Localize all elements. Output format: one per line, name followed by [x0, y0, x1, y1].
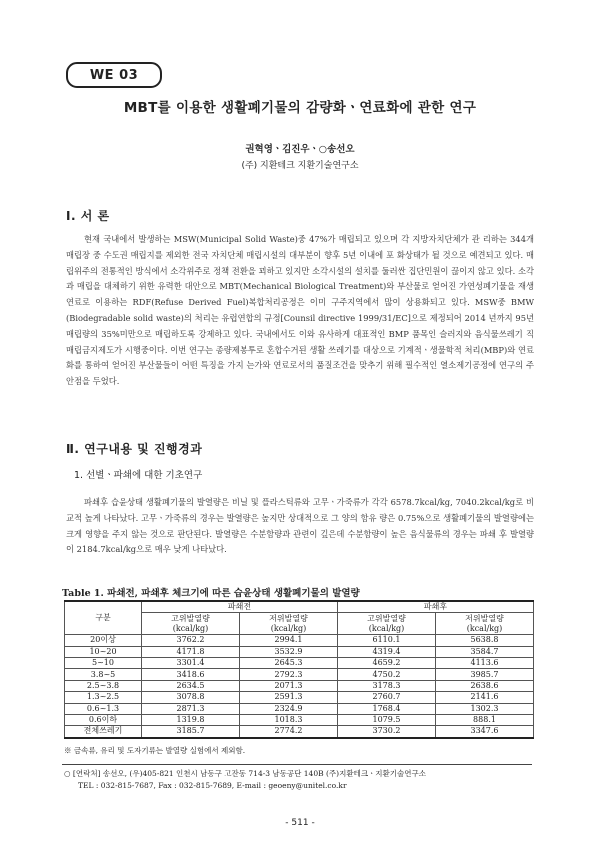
- table-cell: 3418.6: [142, 669, 240, 680]
- table-cell: 2774.2: [240, 726, 338, 738]
- table-cell: 5638.8: [436, 635, 534, 646]
- table-cell: 3730.2: [338, 726, 436, 738]
- unit-label: (kcal/kg): [240, 624, 338, 635]
- row-label: 10~20: [65, 646, 142, 657]
- table-row: [65, 714, 534, 725]
- unit-label: (kcal/kg): [338, 624, 436, 635]
- table-cell: 2141.6: [436, 692, 534, 703]
- table-cell: 4750.2: [338, 669, 436, 680]
- table-row: [65, 703, 534, 714]
- unit-label: (kcal/kg): [142, 624, 240, 635]
- section-heading-intro: Ⅰ. 서 론: [66, 209, 110, 223]
- row-label: 0.6이하: [65, 714, 142, 725]
- table-caption: Table 1. 파쇄전, 파쇄후 체크기에 따른 습윤상태 생활폐기물의 발열량: [62, 588, 360, 599]
- col-before-shredding: 파쇄전: [142, 601, 338, 613]
- table-cell: 4113.6: [436, 657, 534, 668]
- table-row: [65, 692, 534, 703]
- table-cell: 2324.9: [240, 703, 338, 714]
- heating-value-table: [64, 600, 534, 739]
- table-cell: 2792.3: [240, 669, 338, 680]
- section-heading-methods: Ⅱ. 연구내용 및 진행경과: [66, 442, 203, 456]
- table-cell: 3532.9: [240, 646, 338, 657]
- table-cell: 3985.7: [436, 669, 534, 680]
- table-cell: 3301.4: [142, 657, 240, 668]
- table-cell: 2638.6: [436, 680, 534, 691]
- table-cell: 1319.8: [142, 714, 240, 725]
- col-lower-before: 저위발열량: [240, 613, 338, 624]
- row-label: 0.6~1.3: [65, 703, 142, 714]
- table-cell: 3078.8: [142, 692, 240, 703]
- unit-label: (kcal/kg): [436, 624, 534, 635]
- contact-phone-email: TEL : 032-815-7687, Fax : 032-815-7689, E-mail : geoeny@unitel.co.kr: [78, 781, 347, 790]
- table-cell: 888.1: [436, 714, 534, 725]
- table-row: [65, 726, 534, 738]
- table-cell: 3584.7: [436, 646, 534, 657]
- table-cell: 4659.2: [338, 657, 436, 668]
- table-cell: 2634.5: [142, 680, 240, 691]
- table-cell: 2071.3: [240, 680, 338, 691]
- table-row: [65, 635, 534, 646]
- col-higher-after: 고위발열량: [338, 613, 436, 624]
- table-cell: 2994.1: [240, 635, 338, 646]
- contact-info: [64, 768, 426, 792]
- footnote-divider: [62, 764, 532, 765]
- row-label: 전체쓰레기: [65, 726, 142, 738]
- table-cell: 3185.7: [142, 726, 240, 738]
- row-label: 5~10: [65, 657, 142, 668]
- table-cell: 3762.2: [142, 635, 240, 646]
- affiliation: (주) 지환테크 지환기술연구소: [241, 161, 359, 171]
- table-cell: 2591.3: [240, 692, 338, 703]
- table-cell: 1079.5: [338, 714, 436, 725]
- table-row: [65, 680, 534, 691]
- table-cell: 1768.4: [338, 703, 436, 714]
- authors: 권혁영ㆍ김진우ㆍ○송선오: [245, 144, 355, 155]
- subsection-heading: 1. 선별ㆍ파쇄에 대한 기초연구: [74, 470, 203, 481]
- table-cell: 1302.3: [436, 703, 534, 714]
- results-paragraph: 파쇄후 습윤상태 생활폐기물의 발열량은 비닐 및 플라스틱류와 고무ㆍ가죽류가 각각 6578.7kcal/kg, 7040.2kcal/kg로 비교적 높게 나타났다. 고무ㆍ가죽류의 경우는 발열량은 높지만 상대적으로 그 양의 함유 량은 0.75%으로 생활폐기물의 발열량에는 크게 영향을 주지 않는 것으로 판단된다. 발열량은 수분함량과 관련이 깊은데 수분함량이 높은 음식물류의 경우는 파쇄 후 발열량이 2184.7kcal/kg으로 매우 낮게 나타났다.: [66, 497, 534, 555]
- row-label: 1.3~2.5: [65, 692, 142, 703]
- table-cell: 3347.6: [436, 726, 534, 738]
- table-row: [65, 669, 534, 680]
- table-cell: 1018.3: [240, 714, 338, 725]
- table-note: ※ 금속류, 유리 및 도자기류는 발열량 실험에서 제외함.: [64, 746, 246, 755]
- paper-title: MBT를 이용한 생활폐기물의 감량화ㆍ연료화에 관한 연구: [123, 100, 477, 116]
- table-row: [65, 646, 534, 657]
- table-cell: 4319.4: [338, 646, 436, 657]
- col-higher-before: 고위발열량: [142, 613, 240, 624]
- page-number: - 511 -: [285, 818, 315, 828]
- row-label: 2.5~3.8: [65, 680, 142, 691]
- row-label: 20이상: [65, 635, 142, 646]
- col-category: 구분: [65, 601, 142, 635]
- col-lower-after: 저위발열량: [436, 613, 534, 624]
- intro-paragraph: 현재 국내에서 발생하는 MSW(Municipal Solid Waste)중 47%가 매립되고 있으며 각 지방자치단체가 관 리하는 344개 매립장 중 수도권 매립지를 제외한 전국 자치단체 매립시설의 대부분이 향후 5년 이내에 포 화상태가 될 것으로 예견되고 있다. 매립위주의 전통적인 방식에서 소각위주로 정책 전환을 꾀하고 있지만 소각시설의 설치를 둘러싼 집단민원이 끊이지 않고 있다. 소각과 매립을 대체하기 위한 유력한 대안으로 MBT(Mechanical Biological Treatment)와 부산물로 얻어진 가연성폐기물을 재생연료로 이용하는 RDF(Refuse Derived Fuel)복합처리공정은 이미 구주지역에서 많이 상용화되고 있다. MSW중 BMW (Biodegradable solid waste)의 처리는 유럽연합의 규정[Counsil directive 1999/31/EC]으로 제정되어 2014 년까지 95년 매립량의 35%미만으로 매립하도록 강제하고 있다. 국내에서도 이와 유사하게 대표적인 BMP 품목인 슬러지와 음식물쓰레기 직매립금지제도가 시행중이다. 이번 연구는 종량제봉투로 혼합수거된 생활 쓰레기를 대상으로 기계적ㆍ생물학적 처리(MBP)와 연료화를 통하여 얻어진 부산물들이 어떤 특징을 가지 는가와 연료로서의 품질조건을 맞추기 위해 필수적인 열소제기공정에 연구의 주안점을 두었다.: [66, 234, 534, 387]
- table-cell: 2645.3: [240, 657, 338, 668]
- table-cell: 2871.3: [142, 703, 240, 714]
- session-badge: WE 03: [66, 62, 162, 88]
- row-label: 3.8~5: [65, 669, 142, 680]
- table-cell: 6110.1: [338, 635, 436, 646]
- table-cell: 2760.7: [338, 692, 436, 703]
- contact-address: ○ [연락처] 송선오, (우)405-821 인천시 남동구 고잔동 714-3 남동공단 140B (주)지환테크ㆍ지환기술연구소: [64, 769, 427, 778]
- table-cell: 4171.8: [142, 646, 240, 657]
- col-after-shredding: 파쇄후: [338, 601, 534, 613]
- table-row: [65, 657, 534, 668]
- table-cell: 3178.3: [338, 680, 436, 691]
